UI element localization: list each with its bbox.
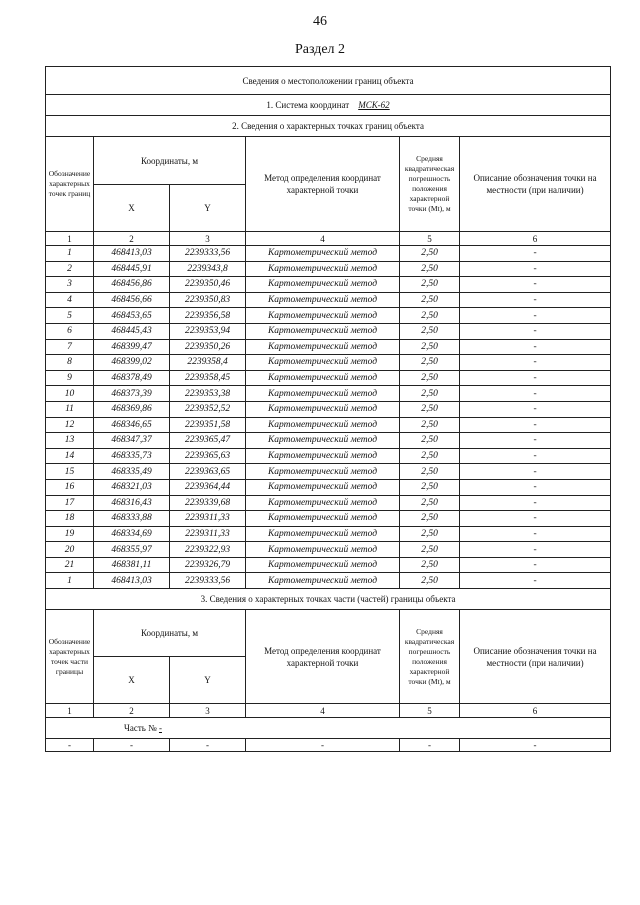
- col-num: 2: [94, 704, 170, 718]
- point-method: Картометрический метод: [246, 246, 400, 262]
- header-description: Описание обозначения точки на местности (при наличии): [460, 137, 611, 232]
- table-row: [46, 261, 611, 277]
- point-number: 18: [46, 511, 94, 527]
- point-x: 468334,69: [94, 526, 170, 542]
- point-x: 468381,11: [94, 557, 170, 573]
- point-y: 2239351,58: [170, 417, 246, 433]
- table-row: [46, 448, 611, 464]
- point-method: Картометрический метод: [246, 479, 400, 495]
- point-y: 2239353,38: [170, 386, 246, 402]
- point-number: 1: [46, 573, 94, 589]
- header-method: Метод определения координат характерной точки: [246, 137, 400, 232]
- point-x: 468413,03: [94, 246, 170, 262]
- point-desc: -: [460, 542, 611, 558]
- col-num: 4: [246, 704, 400, 718]
- boundary-table: [45, 66, 611, 752]
- point-x: 468333,88: [94, 511, 170, 527]
- header-y: Y: [170, 185, 246, 232]
- point-y: 2239322,93: [170, 542, 246, 558]
- header3-y: Y: [170, 657, 246, 704]
- point-x: 468456,66: [94, 292, 170, 308]
- coord-system-value: МСК-62: [358, 100, 390, 110]
- header3-method: Метод определения координат характерной точки: [246, 610, 400, 704]
- table-row: [46, 573, 611, 589]
- header3-point-label: Обозначение характерных точек части границы: [46, 610, 94, 704]
- table-row: [46, 542, 611, 558]
- header-x: X: [94, 185, 170, 232]
- table-row: [46, 355, 611, 371]
- point-y: 2239358,4: [170, 355, 246, 371]
- point-desc: -: [460, 433, 611, 449]
- point-number: 8: [46, 355, 94, 371]
- point-method: Картометрический метод: [246, 292, 400, 308]
- point-mt: 2,50: [400, 355, 460, 371]
- point-desc: -: [460, 339, 611, 355]
- point-x: 468378,49: [94, 370, 170, 386]
- point-y: 2239356,58: [170, 308, 246, 324]
- table-row: [46, 526, 611, 542]
- point-x: 468316,43: [94, 495, 170, 511]
- point-number: 4: [46, 292, 94, 308]
- point-desc: -: [460, 261, 611, 277]
- point-mt: 2,50: [400, 277, 460, 293]
- point-mt: 2,50: [400, 479, 460, 495]
- point-desc: -: [460, 308, 611, 324]
- col-num: 2: [94, 232, 170, 246]
- header3-coords: Координаты, м: [94, 610, 246, 657]
- coord-system-row: [46, 95, 611, 116]
- point-method: Картометрический метод: [246, 557, 400, 573]
- point-y: 2239358,45: [170, 370, 246, 386]
- point-x: 468347,37: [94, 433, 170, 449]
- table-row: [46, 323, 611, 339]
- point-desc: -: [460, 464, 611, 480]
- point-mt: 2,50: [400, 495, 460, 511]
- point-desc: -: [460, 277, 611, 293]
- point-number: 5: [46, 308, 94, 324]
- point-desc: -: [460, 246, 611, 262]
- point-number: 21: [46, 557, 94, 573]
- point-y: 2239350,26: [170, 339, 246, 355]
- point-mt: 2,50: [400, 464, 460, 480]
- point-number: 17: [46, 495, 94, 511]
- point-mt: 2,50: [400, 339, 460, 355]
- point-x: 468346,65: [94, 417, 170, 433]
- col-num: 5: [400, 704, 460, 718]
- point-mt: 2,50: [400, 246, 460, 262]
- col-num: 6: [460, 704, 611, 718]
- point-mt: 2,50: [400, 386, 460, 402]
- point-y: 2239350,83: [170, 292, 246, 308]
- part-row: [46, 718, 611, 739]
- point-mt: 2,50: [400, 292, 460, 308]
- empty-part-row: [46, 739, 611, 752]
- point-y: 2239333,56: [170, 573, 246, 589]
- table-row: [46, 277, 611, 293]
- empty-cell: -: [246, 739, 400, 752]
- point-mt: 2,50: [400, 573, 460, 589]
- point-desc: -: [460, 292, 611, 308]
- point-desc: -: [460, 401, 611, 417]
- point-method: Картометрический метод: [246, 401, 400, 417]
- empty-cell: -: [46, 739, 94, 752]
- col-num: 3: [170, 704, 246, 718]
- table-row: [46, 511, 611, 527]
- point-y: 2239311,33: [170, 526, 246, 542]
- table-row: [46, 433, 611, 449]
- point-y: 2239352,52: [170, 401, 246, 417]
- point-number: 13: [46, 433, 94, 449]
- point-number: 20: [46, 542, 94, 558]
- point-number: 2: [46, 261, 94, 277]
- table-row: [46, 370, 611, 386]
- header3-rms: Средняя квадратическая погрешность положения характерной точки (Mt), м: [400, 610, 460, 704]
- point-y: 2239353,94: [170, 323, 246, 339]
- point-y: 2239311,33: [170, 511, 246, 527]
- point-y: 2239364,44: [170, 479, 246, 495]
- header-rms: Средняя квадратическая погрешность положения характерной точки (Mt), м: [400, 137, 460, 232]
- point-mt: 2,50: [400, 308, 460, 324]
- point-method: Картометрический метод: [246, 495, 400, 511]
- point-method: Картометрический метод: [246, 542, 400, 558]
- point-number: 16: [46, 479, 94, 495]
- point-method: Картометрический метод: [246, 355, 400, 371]
- point-desc: -: [460, 386, 611, 402]
- point-method: Картометрический метод: [246, 433, 400, 449]
- point-mt: 2,50: [400, 557, 460, 573]
- section2-title: 2. Сведения о характерных точках границ объекта: [46, 116, 611, 137]
- point-desc: -: [460, 495, 611, 511]
- table-row: [46, 417, 611, 433]
- point-desc: -: [460, 479, 611, 495]
- point-x: 468321,03: [94, 479, 170, 495]
- header3-description: Описание обозначения точки на местности (при наличии): [460, 610, 611, 704]
- header3-x: X: [94, 657, 170, 704]
- section3-title: 3. Сведения о характерных точках части (частей) границы объекта: [46, 589, 611, 610]
- empty-cell: -: [460, 739, 611, 752]
- point-y: 2239326,79: [170, 557, 246, 573]
- point-x: 468399,02: [94, 355, 170, 371]
- point-method: Картометрический метод: [246, 464, 400, 480]
- header-coords: Координаты, м: [94, 137, 246, 185]
- point-y: 2239363,65: [170, 464, 246, 480]
- point-x: 468445,91: [94, 261, 170, 277]
- table-row: [46, 386, 611, 402]
- table-row: [46, 557, 611, 573]
- point-number: 11: [46, 401, 94, 417]
- empty-cell: -: [400, 739, 460, 752]
- point-desc: -: [460, 355, 611, 371]
- point-mt: 2,50: [400, 542, 460, 558]
- point-method: Картометрический метод: [246, 573, 400, 589]
- point-number: 10: [46, 386, 94, 402]
- point-method: Картометрический метод: [246, 448, 400, 464]
- point-method: Картометрический метод: [246, 370, 400, 386]
- point-method: Картометрический метод: [246, 308, 400, 324]
- point-mt: 2,50: [400, 370, 460, 386]
- point-mt: 2,50: [400, 417, 460, 433]
- point-x: 468445,43: [94, 323, 170, 339]
- point-x: 468355,97: [94, 542, 170, 558]
- point-x: 468456,86: [94, 277, 170, 293]
- part-label: Часть №: [124, 723, 157, 734]
- point-number: 19: [46, 526, 94, 542]
- point-number: 9: [46, 370, 94, 386]
- point-desc: -: [460, 573, 611, 589]
- point-x: 468399,47: [94, 339, 170, 355]
- point-y: 2239365,47: [170, 433, 246, 449]
- point-method: Картометрический метод: [246, 417, 400, 433]
- header-point-label: Обозначение характерных точек границ: [46, 137, 94, 232]
- point-mt: 2,50: [400, 401, 460, 417]
- point-mt: 2,50: [400, 448, 460, 464]
- point-desc: -: [460, 511, 611, 527]
- col-num: 3: [170, 232, 246, 246]
- point-method: Картометрический метод: [246, 277, 400, 293]
- point-mt: 2,50: [400, 526, 460, 542]
- point-method: Картометрический метод: [246, 526, 400, 542]
- point-method: Картометрический метод: [246, 339, 400, 355]
- point-x: 468369,86: [94, 401, 170, 417]
- point-desc: -: [460, 370, 611, 386]
- table-row: [46, 495, 611, 511]
- point-y: 2239333,56: [170, 246, 246, 262]
- point-number: 3: [46, 277, 94, 293]
- point-x: 468373,39: [94, 386, 170, 402]
- table-row: [46, 401, 611, 417]
- point-y: 2239365,63: [170, 448, 246, 464]
- col-num: 4: [246, 232, 400, 246]
- point-desc: -: [460, 323, 611, 339]
- table-row: [46, 308, 611, 324]
- point-number: 6: [46, 323, 94, 339]
- column-numbers-row-3: [46, 704, 611, 718]
- point-mt: 2,50: [400, 511, 460, 527]
- point-x: 468335,73: [94, 448, 170, 464]
- column-numbers-row: [46, 232, 611, 246]
- empty-cell: -: [170, 739, 246, 752]
- point-mt: 2,50: [400, 323, 460, 339]
- point-number: 14: [46, 448, 94, 464]
- point-method: Картометрический метод: [246, 323, 400, 339]
- table-title: Сведения о местоположении границ объекта: [46, 67, 611, 95]
- table-row: [46, 339, 611, 355]
- part-value: -: [158, 723, 162, 734]
- point-mt: 2,50: [400, 261, 460, 277]
- point-method: Картометрический метод: [246, 511, 400, 527]
- point-number: 1: [46, 246, 94, 262]
- point-desc: -: [460, 526, 611, 542]
- section-title: Раздел 2: [294, 42, 346, 57]
- col-num: 1: [46, 232, 94, 246]
- empty-cell: -: [94, 739, 170, 752]
- coord-system-label: 1. Система координат: [266, 100, 350, 110]
- point-x: 468335,49: [94, 464, 170, 480]
- point-desc: -: [460, 557, 611, 573]
- page-number: 46: [313, 14, 327, 29]
- table-row: [46, 246, 611, 262]
- point-y: 2239339,68: [170, 495, 246, 511]
- point-desc: -: [460, 448, 611, 464]
- col-num: 5: [400, 232, 460, 246]
- point-number: 12: [46, 417, 94, 433]
- point-desc: -: [460, 417, 611, 433]
- point-y: 2239343,8: [170, 261, 246, 277]
- point-x: 468413,03: [94, 573, 170, 589]
- point-method: Картометрический метод: [246, 386, 400, 402]
- table-row: [46, 292, 611, 308]
- table-row: [46, 464, 611, 480]
- point-x: 468453,65: [94, 308, 170, 324]
- col-num: 1: [46, 704, 94, 718]
- table-row: [46, 479, 611, 495]
- point-method: Картометрический метод: [246, 261, 400, 277]
- point-number: 15: [46, 464, 94, 480]
- point-y: 2239350,46: [170, 277, 246, 293]
- col-num: 6: [460, 232, 611, 246]
- point-number: 7: [46, 339, 94, 355]
- point-mt: 2,50: [400, 433, 460, 449]
